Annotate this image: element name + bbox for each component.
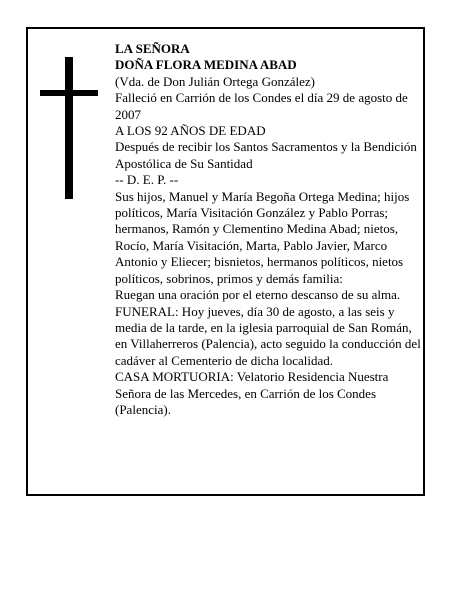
deceased-name: DOÑA FLORA MEDINA ABAD (115, 57, 297, 73)
obituary-text (115, 41, 423, 418)
cross-horizontal-bar (40, 90, 98, 96)
sacraments-line: Después de recibir los Santos Sacramentos y la Bendición Apostólica de Su Santidad (115, 139, 417, 171)
notice-title-line-1: LA SEÑORA (115, 41, 190, 56)
death-line: Falleció en Carrión de los Condes el día 29 de agosto de 2007 (115, 90, 408, 122)
cross-icon (40, 57, 98, 199)
funeral-paragraph: FUNERAL: Hoy jueves, día 30 de agosto, a las seis y media de la tarde, en la iglesia parroquial de San Román, en Villaherreros (Palencia), acto seguido la conducción del cadáver al Cementerio de dicha localidad. (115, 303, 421, 368)
obituary-notice (26, 27, 425, 496)
widow-of-line: (Vda. de Don Julián Ortega González) (115, 73, 315, 89)
age-line: A LOS 92 AÑOS DE EDAD (115, 123, 266, 139)
dep-line: -- D. E. P. -- (115, 172, 179, 188)
family-paragraph: Sus hijos, Manuel y María Begoña Ortega Medina; hijos políticos, María Visitación González y Pablo Porras; hermanos, Ramón y Clementino Medina Abad; nietos, Rocío, María Visitación, Marta, Pablo Javier, Marco Antonio y Eliecer; bisnietos, hermanos políticos, nietos políticos, sobrinos, primos y demás familia: (115, 188, 410, 286)
mortuary-paragraph: CASA MORTUORIA: Velatorio Residencia Nuestra Señora de las Mercedes, en Carrión de los Condes (Palencia). (115, 369, 389, 417)
cross-vertical-bar (65, 57, 73, 199)
prayer-line: Ruegan una oración por el eterno descanso de su alma. (115, 287, 401, 303)
